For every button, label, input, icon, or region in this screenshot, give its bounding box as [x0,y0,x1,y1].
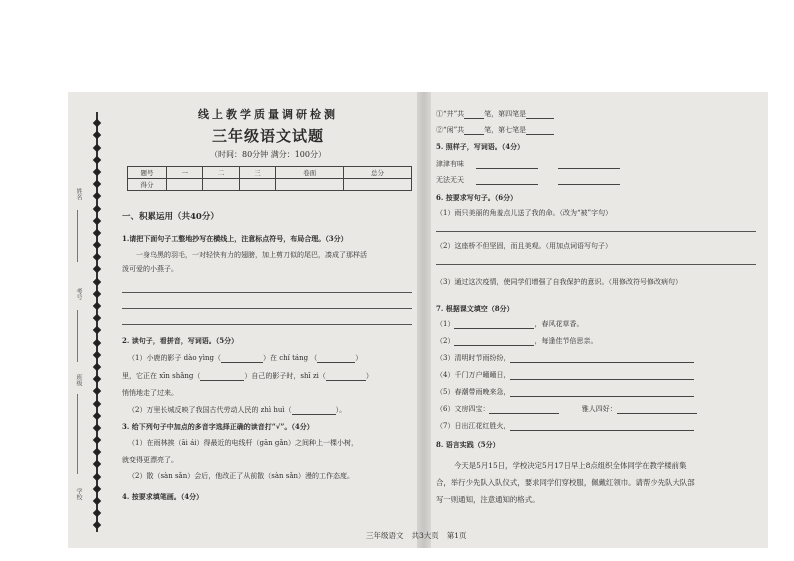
binding-diamond [93,131,101,139]
table-cell: 一 [167,167,203,179]
binding-diamond [93,241,101,249]
binding-diamond [93,411,101,419]
binding-diamond [93,277,101,285]
question-1-text: 泼可爱的小燕子。 [122,265,178,273]
question-2-text: 悄悄地走了过来。 [122,389,178,397]
table-row [128,167,412,179]
question-7-text: （5）春潮带雨晚来急， [436,388,511,396]
question-1-text: 一身乌黑的羽毛，一对轻快有力的翅膀，加上剪刀似的尾巴，凑成了那样活 [136,251,367,259]
question-2-text: （1）小鹿的影子 dào yìng（ [128,354,221,362]
binding-diamond [93,424,101,432]
table-cell [239,179,275,191]
question-2-line [128,406,346,415]
question-7-item [436,371,694,380]
answer-line[interactable] [122,324,412,325]
question-7-text: （4）千门万户曈曈日， [436,371,511,379]
answer-blank[interactable] [454,321,534,329]
question-2-text: ） [365,372,373,380]
table-cell [344,179,412,191]
answer-blank[interactable] [510,355,694,363]
table-cell [203,179,239,191]
answer-blank[interactable] [464,111,484,119]
question-1-title: 1.请把下面句子工整地抄写在横线上，注意标点符号，布局合理。（3分） [122,234,348,243]
binding-strip [68,92,120,548]
question-3-text[interactable]: （2）散（sàn sǎn）会后，他改正了从前散（sàn sǎn）漫的工作态度。 [128,472,354,480]
answer-line[interactable] [122,292,412,293]
score-table [127,166,412,191]
binding-diamond [93,204,101,212]
question-4-item [436,110,554,119]
binding-diamond [93,472,101,480]
binding-diamond [93,192,101,200]
binding-dash [77,310,78,362]
answer-blank[interactable] [510,372,694,380]
footer-pages: 共3大页 [411,531,439,540]
exam-header: 线上教学质量调研检测 [198,108,338,121]
right-page [436,92,766,548]
question-3-title: 3. 给下列句子中加点的多音字选择正确的读音打“√”。（4分） [122,422,314,431]
question-6-text: （3）通过这次疫情，使同学们增强了自我保护的意识。（用修改符号修改病句） [436,278,682,286]
binding-diamond [93,521,101,529]
binding-diamond [93,156,101,164]
question-8-text: 今天是5月15日，学校决定5月17日早上8点组织全体同学在教学楼前集 [454,461,687,470]
binding-diamond [93,351,101,359]
question-7-item [436,320,583,329]
binding-diamond [93,216,101,224]
binding-diamond [93,180,101,188]
answer-blank[interactable] [510,389,694,397]
question-4-text: ①“井”共 [436,110,465,118]
answer-blank[interactable] [464,127,484,135]
question-8-text: 合，举行少先队入队仪式，要求同学们穿校服，佩戴红领巾。请帮少先队大队部 [436,478,695,487]
question-7-text: （1） [436,320,455,328]
answer-blank[interactable] [476,177,538,185]
answer-blank[interactable] [292,407,336,415]
question-7-text: （3）清明时节雨纷纷， [436,354,511,362]
answer-line[interactable] [436,264,756,265]
binding-label-class: 班级 [75,374,82,386]
question-7-text: 雅人四好： [581,405,617,413]
binding-diamond [93,460,101,468]
binding-diamonds [91,114,103,535]
binding-diamond [93,436,101,444]
table-cell [276,179,344,191]
binding-diamond [93,168,101,176]
question-2-text: 里，它正在 xīn shǎng（ [122,372,201,380]
question-2-line [128,354,362,363]
question-7-item [436,422,694,431]
answer-blank[interactable] [558,177,620,185]
question-4-title: 4. 按要求填笔画。（4分） [122,492,204,501]
question-4-text: ②“闲”共 [436,126,465,134]
question-7-text: ，每逢佳节倍思亲。 [534,337,598,345]
binding-dash [77,394,78,474]
question-7-item [436,388,694,397]
section-title: 一、积累运用（共40分） [122,212,219,222]
question-7-text: （6）文房四宝： [436,405,490,413]
page-footer [366,530,475,541]
binding-diamond [93,387,101,395]
table-cell: 得分 [128,179,167,191]
answer-blank[interactable] [489,406,559,414]
exam-time-score: （时间：80分钟 满分：100分） [210,150,326,159]
question-8-text: 写一则通知，注意通知的格式。 [436,495,540,504]
table-cell: 卷面 [276,167,344,179]
answer-blank[interactable] [526,111,554,119]
question-5-item [436,176,620,185]
binding-label-school: 学校 [75,488,82,500]
example-word: 无法无天 [436,176,464,184]
binding-diamond [93,314,101,322]
answer-blank[interactable] [526,127,554,135]
question-6-text: （1）雨只美丽的角羞点儿送了我的命。（改为“被”字句） [436,209,613,217]
question-4-text: 笔，第七笔是 [484,126,527,134]
question-2-text: ）。 [335,406,347,414]
exam-sheet [68,92,768,548]
table-cell [167,179,203,191]
binding-diamond [93,399,101,407]
binding-diamond [93,448,101,456]
question-4-text: 笔，第四笔是 [484,110,527,118]
answer-blank[interactable] [617,406,697,414]
footer-subject: 三年级语文 [366,531,404,540]
table-row [128,179,412,191]
binding-label-examno: 考号 [75,288,82,300]
table-cell: 二 [203,167,239,179]
example-word: 津津有味 [436,160,464,168]
answer-blank[interactable] [221,355,263,363]
answer-blank[interactable] [317,355,355,363]
question-7-title: 7. 根据课文填空（8分） [436,304,514,313]
answer-line[interactable] [436,231,756,232]
question-7-item [436,405,697,414]
table-cell: 三 [239,167,275,179]
binding-diamond [93,363,101,371]
question-2-text: （2）万里长城反映了我国古代劳动人民的 zhì huì（ [128,406,292,414]
question-7-item [436,337,597,346]
binding-diamond [93,290,101,298]
answer-blank[interactable] [326,373,366,381]
binding-diamond [93,265,101,273]
page-fold [417,92,431,548]
question-2-line [122,372,373,381]
binding-dash [77,210,78,262]
answer-blank[interactable] [510,423,694,431]
exam-title: 三年级语文试题 [211,127,324,145]
question-5-item [436,160,620,169]
question-3-text[interactable]: （1）在雨林挨（āi ái）得最近的电线杆（gān gǎn）之间种上一棵小树， [128,439,359,447]
question-4-item [436,126,554,135]
binding-diamond [93,338,101,346]
question-8-title: 8. 语言实践（5分） [436,440,500,449]
question-5-title: 5. 照样子，写词语。（4分） [436,142,525,151]
question-2-title: 2. 读句子，看拼音，写词语。（5分） [122,336,239,345]
answer-blank[interactable] [558,161,620,169]
question-7-item [436,354,694,363]
question-6-title: 6. 按要求写句子。（6分） [436,193,518,202]
question-6-text: （2）这座桥不但坚固，而且美观。（用加点词语写句子） [436,242,612,250]
question-7-text: （7）日出江花红胜火， [436,422,511,430]
answer-blank[interactable] [454,338,534,346]
footer-page: 第1页 [446,531,467,540]
binding-diamond [93,253,101,261]
binding-diamond [93,497,101,505]
left-page [122,92,414,548]
answer-line[interactable] [122,308,412,309]
binding-diamond [93,375,101,383]
question-3-text: 就变得更漂亮了。 [122,456,178,464]
question-2-text: ）自己的影子时，shī zi（ [244,372,326,380]
answer-blank[interactable] [476,161,538,169]
binding-diamond [93,326,101,334]
question-2-text: ） [355,354,363,362]
question-2-text: ）在 chí táng （ [262,354,318,362]
table-cell: 总分 [344,167,412,179]
binding-diamond [93,485,101,493]
binding-diamond [93,302,101,310]
binding-diamond [93,143,101,151]
binding-label-name: 姓名 [75,188,82,200]
question-7-text: （2） [436,337,455,345]
answer-blank[interactable] [200,373,244,381]
question-7-text: ，春风花草香。 [534,320,584,328]
table-cell: 题号 [128,167,167,179]
binding-diamond [93,119,101,127]
binding-diamond [93,509,101,517]
binding-diamond [93,229,101,237]
